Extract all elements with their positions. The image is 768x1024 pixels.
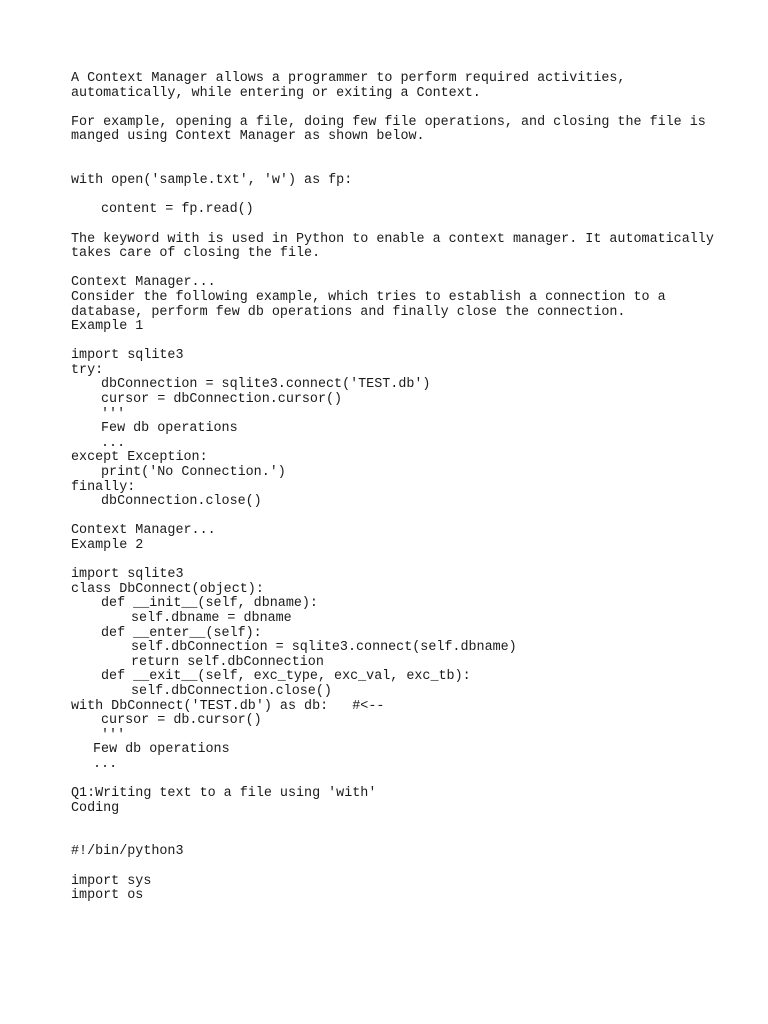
text-line: Example 1 xyxy=(71,319,144,335)
text-line: For example, opening a file, doing few file operations, and closing the file is xyxy=(71,114,706,130)
text-line: dbConnection.close() xyxy=(101,494,262,510)
text-line: Coding xyxy=(71,800,120,816)
text-line: print('No Connection.') xyxy=(101,465,286,481)
text-line: takes care of closing the file. xyxy=(71,246,321,262)
text-line: #!/bin/python3 xyxy=(71,844,184,860)
text-line: try: xyxy=(71,362,104,378)
text-line: cursor = dbConnection.cursor() xyxy=(101,392,343,408)
text-line: with open('sample.txt', 'w') as fp: xyxy=(71,173,353,189)
text-line: Context Manager... xyxy=(71,523,216,539)
text-line: Example 2 xyxy=(71,538,144,553)
text-line: import os xyxy=(71,888,144,904)
blank-line xyxy=(71,773,751,788)
text-line: def __init__(self, dbname): xyxy=(101,596,318,612)
document-body xyxy=(71,72,751,904)
text-line: Few db operations xyxy=(93,742,230,758)
text-line: Consider the following example, which tries to establish a connection to a xyxy=(71,289,666,305)
text-line: dbConnection = sqlite3.connect('TEST.db') xyxy=(101,377,431,393)
blank-line xyxy=(71,554,751,569)
text-line: with DbConnect('TEST.db') as db: #<-- xyxy=(71,698,385,714)
text-line: self.dbConnection = sqlite3.connect(self.dbname) xyxy=(131,640,517,656)
text-line: automatically, while entering or exiting a Context. xyxy=(71,85,481,101)
text-line: def __exit__(self, exc_type, exc_val, exc_tb): xyxy=(101,669,471,685)
text-line: def __enter__(self): xyxy=(101,625,262,641)
text-line: content = fp.read() xyxy=(101,202,254,218)
text-line: ... xyxy=(101,435,126,451)
blank-line xyxy=(71,262,751,277)
blank-line xyxy=(71,816,751,831)
text-line: A Context Manager allows a programmer to perform required activities, xyxy=(71,71,626,86)
text-line: import sys xyxy=(71,873,152,889)
text-line: cursor = db.cursor() xyxy=(101,713,262,729)
text-line: ''' xyxy=(101,406,126,422)
text-line: The keyword with is used in Python to enable a context manager. It automatically xyxy=(71,231,714,247)
text-line: Context Manager... xyxy=(71,275,216,291)
blank-line xyxy=(71,189,751,204)
blank-line xyxy=(71,510,751,525)
text-line: Q1:Writing text to a file using 'with' xyxy=(71,786,377,802)
blank-line xyxy=(71,860,751,875)
text-line: self.dbConnection.close() xyxy=(131,683,332,699)
blank-line xyxy=(71,160,751,175)
text-line: ''' xyxy=(101,727,126,743)
text-line: import sqlite3 xyxy=(71,567,184,583)
blank-line xyxy=(71,218,751,233)
text-line: manged using Context Manager as shown below. xyxy=(71,129,425,145)
blank-line xyxy=(71,335,751,350)
text-line: Few db operations xyxy=(101,421,238,437)
text-line: return self.dbConnection xyxy=(131,654,324,670)
text-line: import sqlite3 xyxy=(71,348,184,364)
text-line: finally: xyxy=(71,479,136,495)
text-line: database, perform few db operations and finally close the connection. xyxy=(71,304,626,320)
blank-line xyxy=(71,101,751,116)
document-page xyxy=(71,72,751,904)
text-line: ... xyxy=(93,756,118,772)
text-line: self.dbname = dbname xyxy=(131,610,292,626)
blank-line xyxy=(71,145,751,160)
text-line: except Exception: xyxy=(71,450,208,466)
blank-line xyxy=(71,831,751,846)
text-line: class DbConnect(object): xyxy=(71,581,264,597)
